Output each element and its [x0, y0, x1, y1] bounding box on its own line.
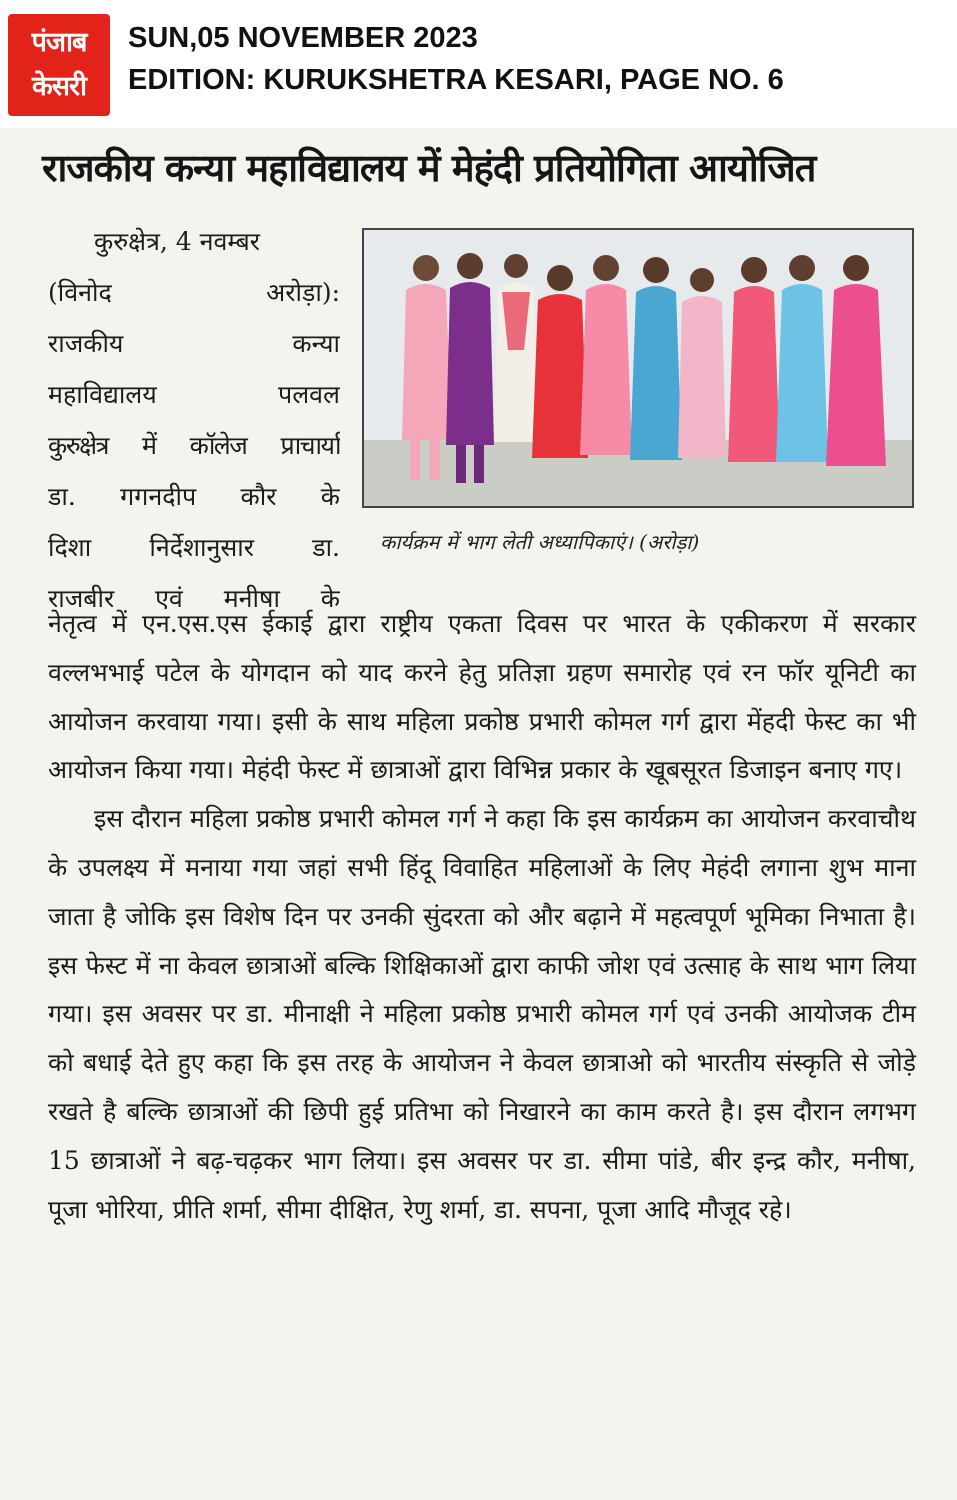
intro-line: राजबीर एवं मनीषा के: [48, 584, 340, 613]
article-paragraph-2: इस दौरान महिला प्रकोष्ठ प्रभारी कोमल गर्ग ने कहा कि इस कार्यक्रम का आयोजन करवाचौथ के उपलक्ष्य में मनाया गया जहां सभी हिंदू विवाहित महिलाओं के लिए मेहंदी लगाना शुभ माना जाता है जोकि इस विशेष दिन पर उनकी सुंदरता को और बढ़ाने में महत्वपूर्ण भूमिका निभाता है। इस फेस्ट में ना केवल छात्राओं बल्कि शिक्षिकाओं द्वारा काफी जोश एवं उत्साह के साथ भाग लिया गया। इस अवसर पर डा. मीनाक्षी ने महिला प्रकोष्ठ प्रभारी कोमल गर्ग एवं उनकी आयोजक टीम को बधाई देते हुए कहा कि इस तरह के आयोजन ने केवल छात्राओ को भारतीय संस्कृति से जोड़े रखते है बल्कि छात्राओं की छिपी हुई प्रतिभा को निखारने का काम करते है। इस दौरान लगभग 15 छात्राओं ने बढ़-चढ़कर भाग लिया। इस अवसर पर डा. सीमा पांडे, बीर इन्द्र कौर, मनीषा, पूजा भोरिया, प्रीति शर्मा, सीमा दीक्षित, रेणु शर्मा, डा. सपना, पूजा आदि मौजूद रहे।: [48, 804, 916, 1224]
intro-line: महाविद्यालय पलवल: [48, 380, 340, 409]
publication-date: SUN,05 NOVEMBER 2023: [128, 22, 478, 54]
logo-line-1: पंजाब: [31, 27, 87, 58]
group-photo-illustration: [364, 230, 912, 506]
punjab-kesari-logo: [8, 14, 110, 116]
masthead: [0, 0, 957, 128]
dateline: कुरुक्षेत्र, 4 नवम्बर: [94, 227, 261, 256]
byline: (विनोद अरोड़ा):: [48, 278, 340, 307]
article-photo: [362, 228, 914, 508]
intro-line: डा. गगनदीप कौर के: [48, 482, 340, 511]
logo-line-2: केसरी: [31, 71, 87, 102]
article-intro-column: [48, 216, 340, 624]
article-headline: राजकीय कन्या महाविद्यालय में मेहंदी प्रतियोगिता आयोजित: [42, 146, 816, 190]
intro-line: दिशा निर्देशानुसार डा.: [48, 533, 340, 562]
article-paragraph-1: नेतृत्व में एन.एस.एस ईकाई द्वारा राष्ट्रीय एकता दिवस पर भारत के एकीकरण में सरकार वल्लभभाई पटेल के योगदान को याद करने हेतु प्रतिज्ञा ग्रहण समारोह एवं रन फॉर यूनिटी का आयोजन करवाया गया। इसी के साथ महिला प्रकोष्ठ प्रभारी कोमल गर्ग द्वारा मेंहदी फेस्ट का भी आयोजन किया गया। मेहंदी फेस्ट में छात्राओं द्वारा विभिन्न प्रकार के खूबसूरत डिजाइन बनाए गए।: [48, 609, 916, 785]
intro-line: कुरुक्षेत्र में कॉलेज प्राचार्या: [48, 431, 340, 460]
edition-info: EDITION: KURUKSHETRA KESARI, PAGE NO. 6: [128, 64, 784, 96]
photo-caption: कार्यक्रम में भाग लेती अध्यापिकाएं। (अरोड़ा): [380, 530, 700, 554]
intro-line: राजकीय कन्या: [48, 329, 340, 358]
article-body: [48, 600, 916, 1234]
